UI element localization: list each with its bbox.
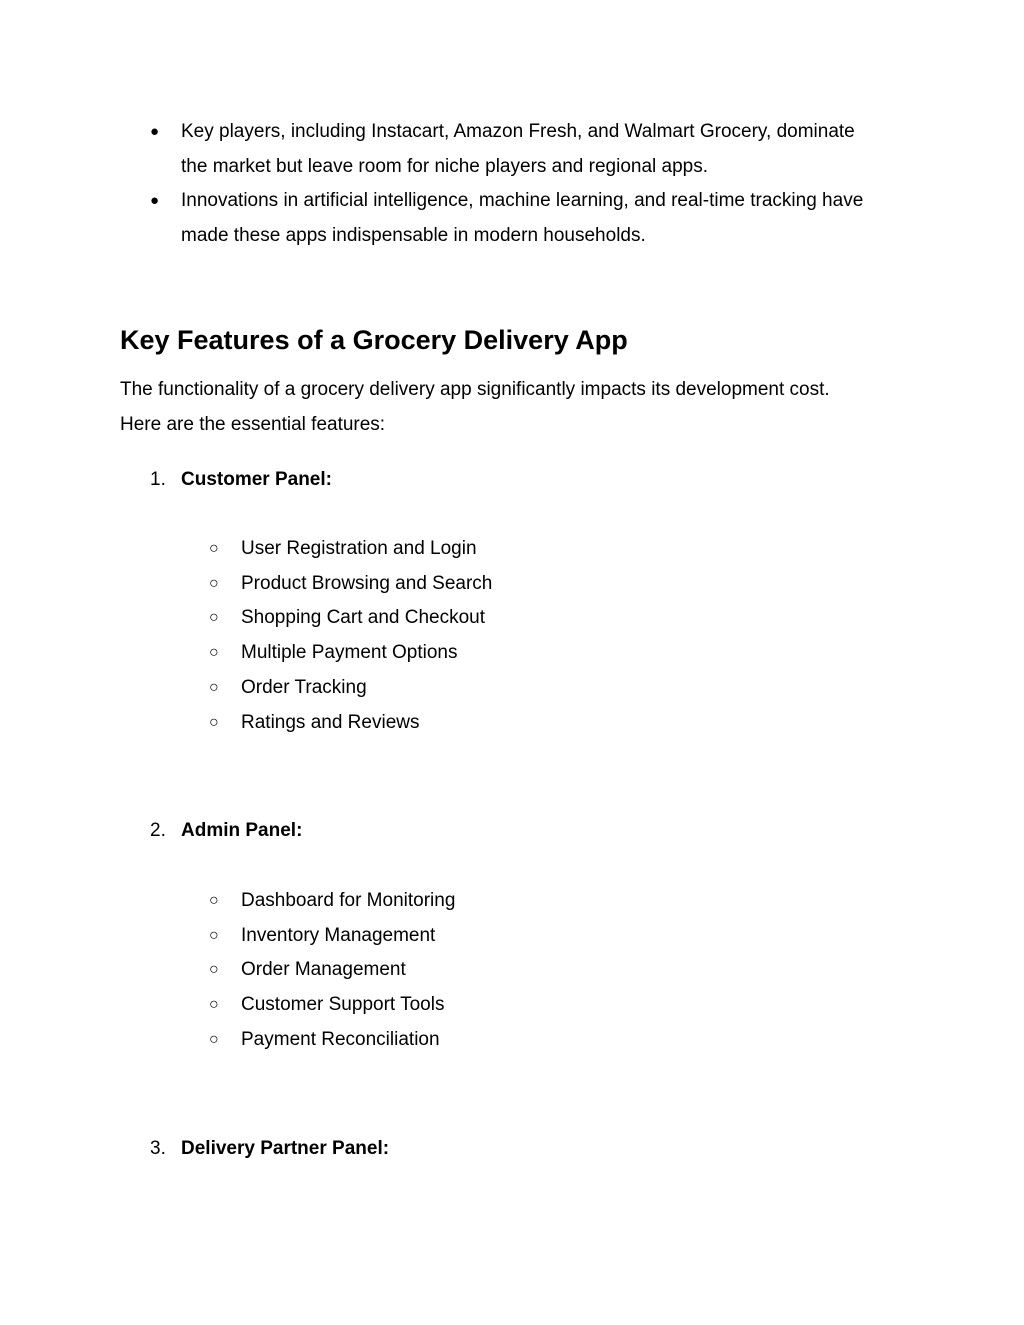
circle-bullet-icon: ○ <box>209 644 219 662</box>
feature-text: Order Management <box>241 959 406 981</box>
feature-text: Customer Support Tools <box>241 994 445 1016</box>
circle-bullet-icon: ○ <box>209 609 219 627</box>
paragraph-line: Here are the essential features: <box>120 413 386 435</box>
customer-panel-feature-list <box>120 532 820 740</box>
intro-bullet-item <box>120 115 920 184</box>
circle-bullet-icon: ○ <box>209 996 219 1014</box>
panel-title: Admin Panel: <box>181 820 303 841</box>
panel-heading-delivery-partner <box>120 1132 820 1167</box>
circle-bullet-icon: ○ <box>209 678 219 696</box>
feature-text: Order Tracking <box>241 676 367 698</box>
intro-bullet-item <box>120 184 920 253</box>
panel-title: Delivery Partner Panel: <box>181 1138 390 1159</box>
panel-heading-admin <box>120 814 820 849</box>
list-number: 3. <box>150 1138 166 1159</box>
feature-text: Ratings and Reviews <box>241 711 420 733</box>
bullet-text-line: Innovations in artificial intelligence, machine learning, and real-time tracking have <box>181 190 864 212</box>
list-item <box>120 884 820 919</box>
section-intro-paragraph <box>120 373 920 442</box>
list-number: 1. <box>150 469 166 490</box>
feature-text: Inventory Management <box>241 924 436 946</box>
list-item <box>120 636 820 671</box>
bullet-text-line: Key players, including Instacart, Amazon Fresh, and Walmart Grocery, dominate <box>181 121 855 142</box>
list-item <box>120 671 820 706</box>
bullet-text-line: the market but leave room for niche players and regional apps. <box>181 155 709 177</box>
bullet-text-line: made these apps indispensable in modern households. <box>181 225 646 247</box>
panel-heading-customer <box>120 463 820 498</box>
feature-text: Dashboard for Monitoring <box>241 890 456 911</box>
feature-text: User Registration and Login <box>241 538 477 559</box>
list-item <box>120 953 820 988</box>
circle-bullet-icon: ○ <box>209 892 219 909</box>
feature-text: Shopping Cart and Checkout <box>241 607 485 629</box>
list-item <box>120 706 820 741</box>
circle-bullet-icon: ○ <box>209 926 219 944</box>
admin-panel-feature-list <box>120 884 820 1058</box>
feature-text: Payment Reconciliation <box>241 1028 440 1050</box>
feature-text: Multiple Payment Options <box>241 642 458 664</box>
list-item <box>120 1023 820 1058</box>
panel-title: Customer Panel: <box>181 469 332 490</box>
list-item <box>120 988 820 1023</box>
list-number: 2. <box>150 820 166 841</box>
list-item <box>120 567 820 602</box>
circle-bullet-icon: ○ <box>209 961 219 979</box>
list-item <box>120 532 820 567</box>
section-heading: Key Features of a Grocery Delivery App <box>120 325 628 355</box>
circle-bullet-icon: ○ <box>209 540 219 557</box>
circle-bullet-icon: ○ <box>209 574 219 592</box>
paragraph-line: The functionality of a grocery delivery app significantly impacts its development cost. <box>120 379 830 400</box>
circle-bullet-icon: ○ <box>209 713 219 731</box>
list-item <box>120 601 820 636</box>
list-item <box>120 919 820 954</box>
intro-bullet-list <box>120 115 920 254</box>
feature-text: Product Browsing and Search <box>241 572 493 594</box>
bullet-icon: ● <box>150 123 160 140</box>
circle-bullet-icon: ○ <box>209 1030 219 1048</box>
bullet-icon: ● <box>150 192 160 210</box>
